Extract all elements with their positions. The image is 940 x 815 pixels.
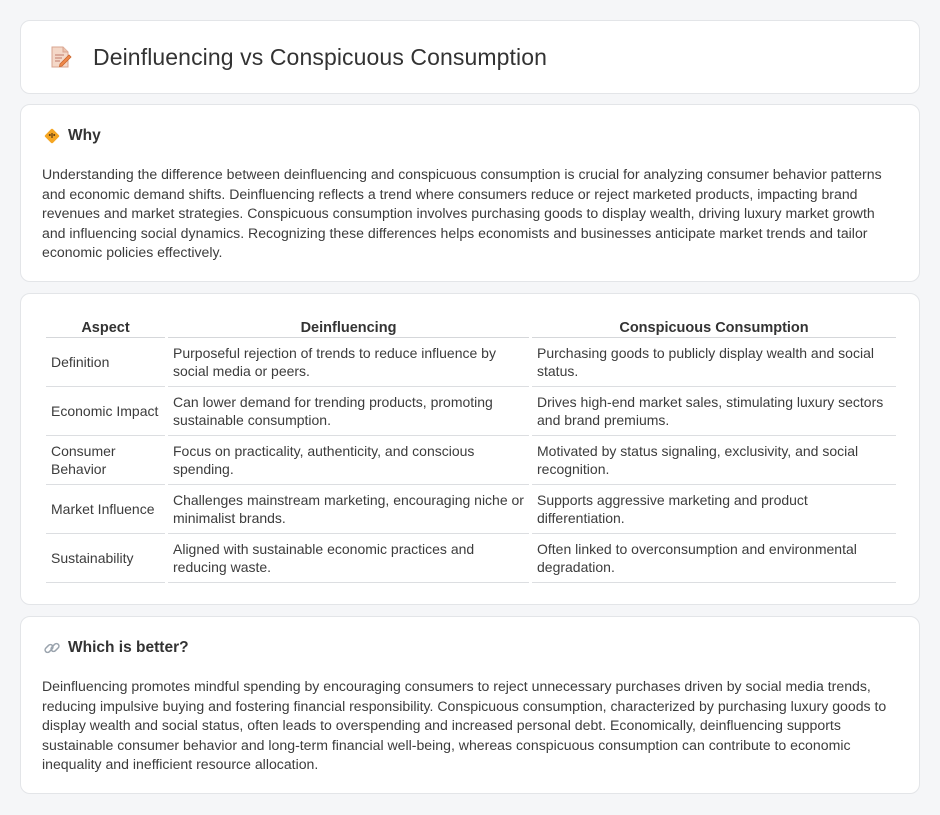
row-aspect: Market Influence bbox=[46, 485, 165, 534]
header-deinfluencing: Deinfluencing bbox=[168, 314, 529, 338]
row-aspect: Economic Impact bbox=[46, 387, 165, 436]
title-card bbox=[20, 20, 920, 94]
which-is-better-body: Deinfluencing promotes mindful spending by encouraging consumers to reject unnecessary purchases driven by social media trends, reducing impulsive buying and fostering financial responsibility. Conspicuous consumption, characterized by purchasing luxury goods to display wealth and social status, often leads to overspending and increased personal debt. Economically, deinfluencing supports sustainable consumer behavior and long-term financial well-being, whereas conspicuous consumption can contribute to economic inequality and inefficient resource allocation. bbox=[42, 678, 887, 773]
which-is-better-heading: Which is better? bbox=[68, 639, 189, 656]
row-conspicuous: Often linked to overconsumption and environmental degradation. bbox=[532, 534, 896, 583]
comparison-section bbox=[20, 293, 920, 605]
which-is-better-section bbox=[20, 616, 920, 794]
table-row bbox=[46, 436, 896, 485]
row-conspicuous: Supports aggressive marketing and product differentiation. bbox=[532, 485, 896, 534]
row-conspicuous: Motivated by status signaling, exclusivity, and social recognition. bbox=[532, 436, 896, 485]
row-conspicuous: Drives high-end market sales, stimulating luxury sectors and brand premiums. bbox=[532, 387, 896, 436]
why-section bbox=[20, 104, 920, 282]
row-deinfluencing: Purposeful rejection of trends to reduce influence by social media or peers. bbox=[168, 338, 529, 387]
why-body: Understanding the difference between deinfluencing and conspicuous consumption is crucial for analyzing consumer behavior patterns and economic demand shifts. Deinfluencing reflects a trend where consumers reduce or reject marketed products, impacting brand revenues and market strategies. Conspicuous consumption involves purchasing goods to display wealth, driving luxury market growth and influencing social dynamics. Recognizing these differences helps economists and businesses anticipate market trends and tailor economic policies effectively. bbox=[42, 166, 882, 261]
table-header-row bbox=[46, 314, 896, 338]
row-conspicuous: Purchasing goods to publicly display wealth and social status. bbox=[532, 338, 896, 387]
table-row bbox=[46, 534, 896, 583]
comparison-table bbox=[43, 314, 899, 583]
diamond-warning-icon bbox=[43, 127, 61, 145]
row-deinfluencing: Aligned with sustainable economic practices and reducing waste. bbox=[168, 534, 529, 583]
row-deinfluencing: Focus on practicality, authenticity, and conscious spending. bbox=[168, 436, 529, 485]
table-row bbox=[46, 338, 896, 387]
row-deinfluencing: Challenges mainstream marketing, encouraging niche or minimalist brands. bbox=[168, 485, 529, 534]
why-heading: Why bbox=[68, 127, 101, 144]
page-title: Deinfluencing vs Conspicuous Consumption bbox=[93, 43, 548, 70]
row-aspect: Definition bbox=[46, 338, 165, 387]
document-edit-icon bbox=[47, 44, 73, 70]
table-row bbox=[46, 485, 896, 534]
header-aspect: Aspect bbox=[46, 314, 165, 338]
row-deinfluencing: Can lower demand for trending products, promoting sustainable consumption. bbox=[168, 387, 529, 436]
row-aspect: Sustainability bbox=[46, 534, 165, 583]
header-conspicuous: Conspicuous Consumption bbox=[532, 314, 896, 338]
row-aspect: Consumer Behavior bbox=[46, 436, 165, 485]
link-icon bbox=[43, 639, 61, 657]
table-row bbox=[46, 387, 896, 436]
